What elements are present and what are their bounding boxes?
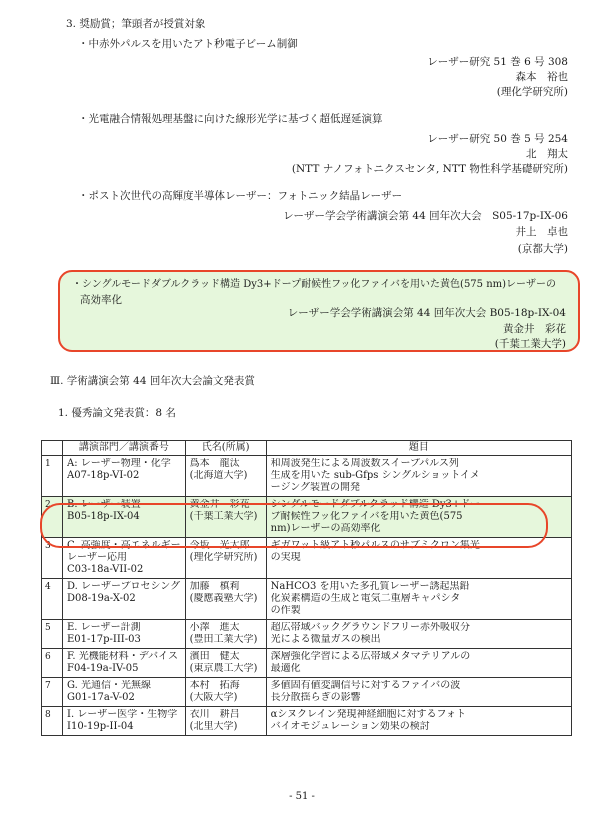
row-topic-line: 深層強化学習による広帯域メタマテリアルの (270, 651, 471, 662)
row-code: G01-17a-V-02 (67, 692, 135, 703)
row-code: D08-19a-X-02 (67, 593, 136, 604)
row-name: 衣川 耕吕 (189, 709, 240, 720)
row-topic-line: 化炭素構造の生成と電気二重層キャパシタ (270, 593, 461, 604)
col-topic: 題目 (266, 441, 571, 456)
row-dept: E. レーザー計測 (67, 622, 141, 633)
row-topic-line: 多値固有値変調信号に対するファイバの波 (270, 680, 461, 691)
row-dept: I. レーザー医学・生物学 (67, 709, 178, 720)
row-dept: B. レーザー装置 (67, 499, 141, 510)
entry-source: レーザー研究 50 巻 5 号 254 (427, 133, 568, 145)
section-heading-awards: 3. 奨励賞；筆頭者が授賞対象 (66, 18, 206, 30)
entry-author: 森本 裕也 (515, 71, 568, 83)
row-code: C03-18a-VII-02 (67, 564, 144, 575)
row-no: 6 (42, 649, 63, 678)
row-topic-line: 生成を用いた sub-Gfps シングルショットイメ (270, 470, 480, 481)
row-no: 1 (42, 456, 63, 497)
row-code: E01-17p-III-03 (67, 634, 141, 645)
row-topic-line: ージング装置の開発 (270, 482, 361, 493)
row-no: 3 (42, 538, 63, 579)
row-name: 黄金井 彩花 (189, 499, 250, 510)
row-no: 4 (42, 579, 63, 620)
row-aff: (北海道大学) (189, 470, 248, 481)
row-aff: (東京農工大学) (189, 663, 258, 674)
row-topic-line: ギガワット級アト秒パルスのサブミクロン集光 (270, 540, 480, 551)
row-code: A07-18p-VI-02 (67, 470, 140, 481)
table-row (42, 579, 572, 620)
entry-author: 井上 卓也 (515, 226, 568, 238)
row-topic-line: の作製 (270, 605, 301, 616)
row-topic-line: 最適化 (270, 663, 301, 674)
row-code: F04-19a-IV-05 (67, 663, 139, 674)
page-number: - 51 - (289, 791, 315, 802)
row-topic-line: の実現 (270, 552, 301, 563)
entry-affiliation: (京都大学) (517, 243, 568, 255)
row-no: 2 (42, 497, 63, 538)
section-heading-presentation-awards: Ⅲ. 学術講演会第 44 回年次大会論文発表賞 (50, 375, 255, 387)
entry-affiliation: (理化学研究所) (496, 86, 568, 98)
row-name: 爲本 龍汰 (189, 458, 240, 469)
awards-table (41, 440, 572, 736)
row-aff: (慶應義塾大学) (189, 593, 258, 604)
entry-affiliation: (NTT ナノフォトニクスセンタ, NTT 物性科学基礎研究所) (291, 163, 568, 175)
row-topic-line: nm)レーザーの高効率化 (270, 523, 381, 534)
row-aff: (理化学研究所) (189, 552, 258, 563)
row-code: I10-19p-II-04 (67, 721, 134, 732)
row-dept: D. レーザープロセシング (67, 581, 181, 592)
entry-author: 北 翔太 (526, 148, 568, 160)
row-aff: (北里大学) (189, 721, 238, 732)
entry-title: ・中赤外パルスを用いたアト秒電子ビーム制御 (78, 38, 298, 50)
row-topic-line: NaHCO3 を用いた多孔質レーザー誘起黒鉛 (270, 581, 470, 592)
row-topic-line: プ耐候性フッ化ファイバを用いた黄色(575 (270, 511, 463, 522)
entry-title: ・光電融合情報処理基盤に向けた線形光学に基づく超低遅延演算 (78, 113, 383, 125)
row-name: 加藤 槙莉 (189, 581, 240, 592)
row-topic-line: αシヌクレイン発現神経細胞に対するフォト (270, 709, 467, 720)
row-topic-line: 超広帯域バックグラウンドフリー赤外吸収分 (270, 622, 470, 633)
row-dept: A: レーザー物理・化学 (67, 458, 171, 469)
table-row (42, 678, 572, 707)
table-row (42, 620, 572, 649)
row-dept-cont: レーザー応用 (67, 552, 127, 563)
col-no (42, 441, 63, 456)
table-row (42, 707, 572, 736)
entry-author: 黄金井 彩花 (503, 323, 566, 335)
entry-title-highlight-cont: 高効率化 (80, 294, 122, 306)
col-dept: 講演部門／講演番号 (63, 441, 186, 456)
row-dept: G. 光通信・光無線 (67, 680, 151, 691)
row-aff: (大阪大学) (189, 692, 238, 703)
row-aff: (豊田工業大学) (189, 634, 258, 645)
row-topic-line: 長分散揺らぎの影響 (270, 692, 361, 703)
col-name: 氏名(所属) (185, 441, 266, 456)
row-aff: (千葉工業大学) (189, 511, 258, 522)
row-topic-line: 和周波発生による周波数スイープパルス列 (270, 458, 459, 469)
row-topic-line: 光による微量ガスの検出 (270, 634, 381, 645)
row-no: 7 (42, 678, 63, 707)
entry-title-highlight: ・シングルモードダブルクラッド構造 Dy3+ドープ耐候性フッ化ファイバを用いた黄色(575 nm)レーザーの (72, 279, 557, 290)
row-no: 8 (42, 707, 63, 736)
entry-source: レーザー研究 51 巻 6 号 308 (427, 56, 568, 68)
row-name: 小澤 進太 (189, 622, 240, 633)
entry-title: ・ポスト次世代の高輝度半導体レーザー：フォトニック結晶レーザー (78, 190, 403, 202)
entry-source: レーザー学会学術講演会第 44 回年次大会 B05-18p-IX-04 (287, 307, 566, 319)
table-row-highlighted (42, 497, 572, 538)
row-topic-line: バイオモジュレーション効果の検討 (270, 721, 430, 732)
entry-source: レーザー学会学術講演会第 44 回年次大会 S05-17p-IX-06 (283, 210, 568, 222)
table-row (42, 538, 572, 579)
row-topic-line: シングルモードダブルクラッド構造 Dy3+ドー (270, 499, 481, 510)
entry-affiliation: (千葉工業大学) (494, 338, 566, 350)
row-dept: F. 光機能材料・デバイス (67, 651, 179, 662)
row-code: B05-18p-IX-04 (67, 511, 140, 522)
row-no: 5 (42, 620, 63, 649)
row-name: 濱田 健太 (189, 651, 240, 662)
table-row (42, 456, 572, 497)
row-dept: C. 高強度・高エネルギー (67, 540, 181, 551)
table-header-row (42, 441, 572, 456)
table-row (42, 649, 572, 678)
row-name: 本村 拓海 (189, 680, 240, 691)
row-name: 今坂 光太郎 (189, 540, 250, 551)
subsection-heading: 1. 優秀論文発表賞：8 名 (58, 407, 176, 419)
